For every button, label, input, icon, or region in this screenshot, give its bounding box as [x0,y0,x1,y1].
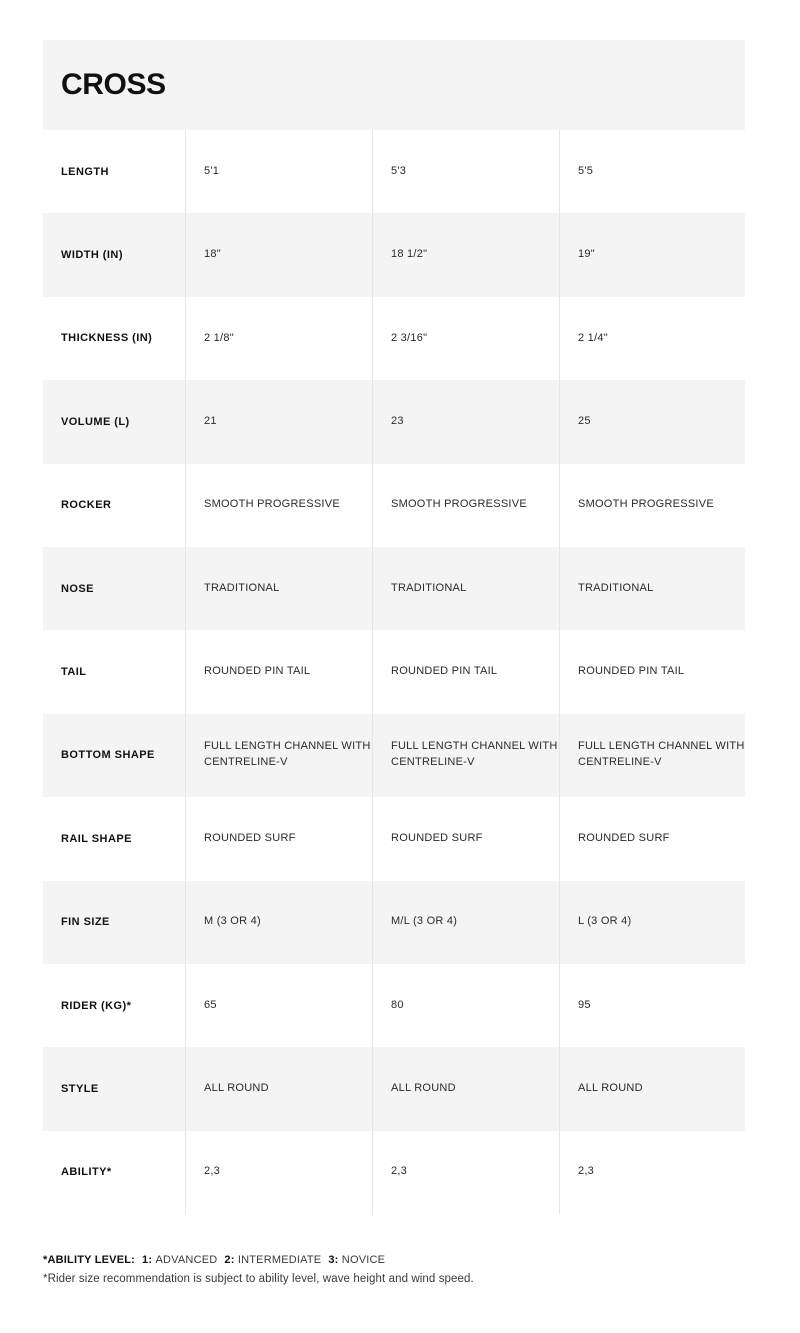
row-value: ROUNDED PIN TAIL [559,630,745,713]
row-value: ROUNDED SURF [372,797,559,880]
row-label: STYLE [61,1082,99,1095]
table-row [43,630,745,713]
table-row [43,797,745,880]
table-row [43,297,745,380]
row-value: ALL ROUND [372,1047,559,1130]
row-value: ALL ROUND [185,1047,372,1130]
row-label: NOSE [61,582,94,595]
row-value: 5'5 [559,130,745,213]
row-value: TRADITIONAL [559,547,745,630]
row-value: 2 1/4" [559,297,745,380]
table-row [43,1047,745,1130]
page-title: CROSS [61,68,166,101]
row-label: BOTTOM SHAPE [61,749,155,762]
table-row [43,1131,745,1214]
row-value: 5'1 [185,130,372,213]
row-label: ROCKER [61,499,112,512]
row-label: FIN SIZE [61,916,110,929]
table-row [43,881,745,964]
ability-level-note [43,1252,753,1269]
row-value: TRADITIONAL [185,547,372,630]
footnotes [43,1252,753,1289]
row-value: 18 1/2" [372,213,559,296]
row-value: 23 [372,380,559,463]
row-label: RIDER (KG)* [61,999,132,1012]
row-label: VOLUME (L) [61,415,130,428]
row-label: RAIL SHAPE [61,832,132,845]
row-label: TAIL [61,666,87,679]
table-row [43,130,745,213]
row-value: 25 [559,380,745,463]
row-value: 80 [372,964,559,1047]
table-row [43,464,745,547]
row-value: SMOOTH PROGRESSIVE [185,464,372,547]
ability-level-2-text: INTERMEDIATE [237,1254,322,1266]
row-value: M (3 OR 4) [185,881,372,964]
row-label: WIDTH (IN) [61,249,123,262]
row-label: THICKNESS (IN) [61,332,153,345]
row-value: FULL LENGTH CHANNEL WITH CENTRELINE-V [559,714,745,797]
ability-level-label: *ABILITY LEVEL: [43,1254,136,1266]
table-row [43,380,745,463]
ability-level-3-text: NOVICE [341,1254,386,1266]
row-value: 2,3 [559,1131,745,1214]
row-value: ROUNDED PIN TAIL [372,630,559,713]
ability-level-3-num: 3: [328,1254,339,1266]
table-row [43,964,745,1047]
row-value: ROUNDED SURF [559,797,745,880]
row-value: SMOOTH PROGRESSIVE [372,464,559,547]
spec-table-body [43,130,745,1214]
row-value: L (3 OR 4) [559,881,745,964]
row-value: 5'3 [372,130,559,213]
row-value: 2,3 [185,1131,372,1214]
row-value: 2 1/8" [185,297,372,380]
row-value: 65 [185,964,372,1047]
table-row [43,213,745,296]
table-row [43,714,745,797]
row-label: ABILITY* [61,1166,112,1179]
table-header [43,40,745,130]
row-label: LENGTH [61,165,109,178]
row-value: SMOOTH PROGRESSIVE [559,464,745,547]
row-value: M/L (3 OR 4) [372,881,559,964]
ability-level-2-num: 2: [224,1254,235,1266]
spec-table [43,40,745,1214]
row-value: 19" [559,213,745,296]
rider-size-note: *Rider size recommendation is subject to ability level, wave height and wind speed. [43,1273,474,1286]
row-value: 2,3 [372,1131,559,1214]
ability-level-1-text: ADVANCED [155,1254,218,1266]
row-value: TRADITIONAL [372,547,559,630]
row-value: 2 3/16" [372,297,559,380]
row-value: FULL LENGTH CHANNEL WITH CENTRELINE-V [185,714,372,797]
ability-level-1-num: 1: [142,1254,153,1266]
row-value: ALL ROUND [559,1047,745,1130]
table-row [43,547,745,630]
row-value: ROUNDED SURF [185,797,372,880]
row-value: ROUNDED PIN TAIL [185,630,372,713]
row-value: 18" [185,213,372,296]
row-value: 95 [559,964,745,1047]
row-value: 21 [185,380,372,463]
row-value: FULL LENGTH CHANNEL WITH CENTRELINE-V [372,714,559,797]
